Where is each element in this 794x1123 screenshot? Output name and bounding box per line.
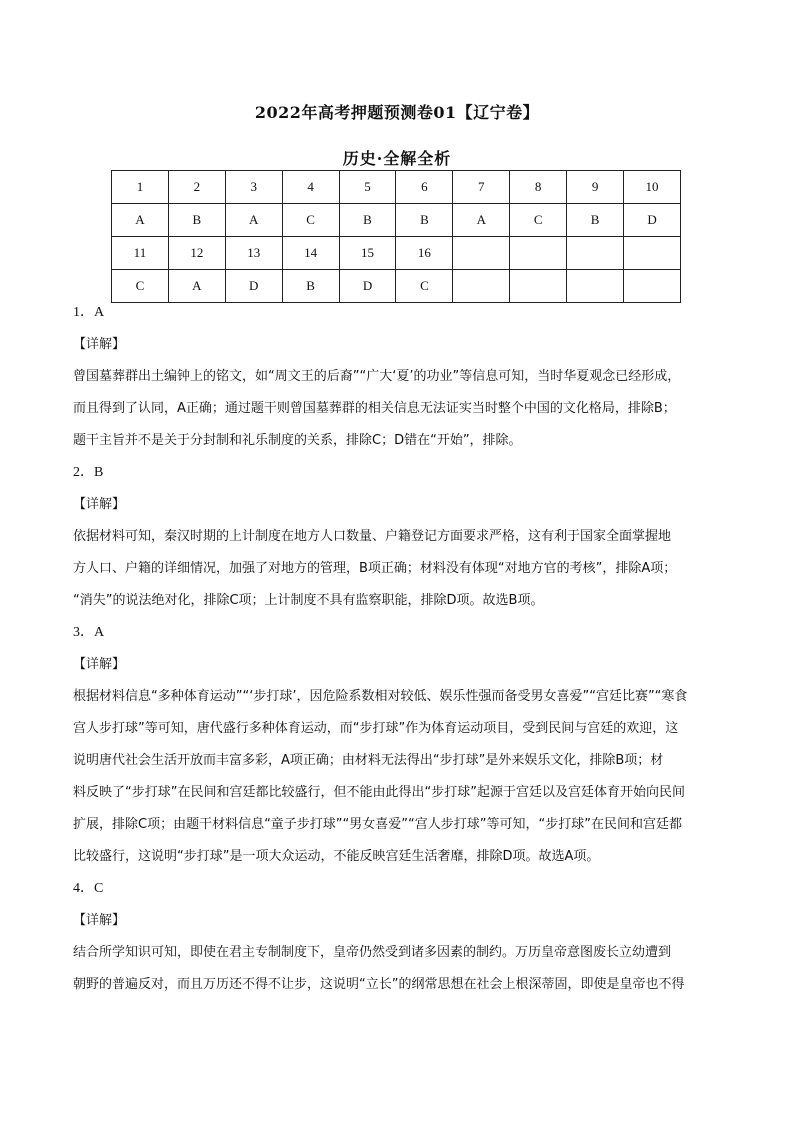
answer-cell: B xyxy=(282,270,339,303)
explanation-heading: 【详解】 xyxy=(73,657,126,672)
question-number-cell: 9 xyxy=(567,171,624,204)
answer-cell: D xyxy=(225,270,282,303)
answer-cell: D xyxy=(339,270,396,303)
answer-cell: B xyxy=(567,204,624,237)
question-number-cell: 16 xyxy=(396,237,453,270)
explanation-line: “消失”的说法绝对化，排除C项；上计制度不具有监察职能，排除D项。故选B项。 xyxy=(73,593,544,608)
question-number-cell: 8 xyxy=(510,171,567,204)
explanation-line: 题干主旨并不是关于分封制和礼乐制度的关系，排除C；D错在“开始”，排除。 xyxy=(73,433,522,448)
answer-cell: B xyxy=(396,204,453,237)
question-number-cell xyxy=(453,237,510,270)
question-number-cell: 10 xyxy=(624,171,681,204)
answer-table xyxy=(111,170,681,303)
explanation-line: 结合所学知识可知，即使在君主专制制度下，皇帝仍然受到诸多因素的制约。万历皇帝意图废长立幼遭到 xyxy=(73,945,672,960)
question-number-cell: 4 xyxy=(282,171,339,204)
question-number-cell: 11 xyxy=(112,237,169,270)
explanation-line: 依据材料可知，秦汉时期的上计制度在地方人口数量、户籍登记方面要求严格，这有利于国家全面掌握地 xyxy=(73,529,672,544)
explanation-line: 说明唐代社会生活开放而丰富多彩，A项正确；由材料无法得出“步打球”是外来娱乐文化，排除B项；材 xyxy=(73,753,664,768)
question-number-cell xyxy=(624,237,681,270)
question-answer-label: 1．A xyxy=(73,305,105,320)
question-number-cell: 14 xyxy=(282,237,339,270)
explanation-line: 扩展，排除C项；由题干材料信息“童子步打球”“男女喜爱”“宫人步打球”等可知，“步打球”在民间和宫廷都 xyxy=(73,817,682,832)
explanation-line: 料反映了“步打球”在民间和宫廷都比较盛行，但不能由此得出“步打球”起源于宫廷以及宫廷体育开始向民间 xyxy=(73,785,685,800)
answer-cell: B xyxy=(168,204,225,237)
question-answer-label: 2．B xyxy=(73,465,104,480)
question-number-cell: 6 xyxy=(396,171,453,204)
answer-cell: B xyxy=(339,204,396,237)
answer-number-row xyxy=(112,171,681,204)
question-number-cell: 2 xyxy=(168,171,225,204)
question-number-cell: 3 xyxy=(225,171,282,204)
answer-cell: C xyxy=(282,204,339,237)
question-number-cell xyxy=(567,237,624,270)
answer-cell: A xyxy=(225,204,282,237)
answer-cell: C xyxy=(510,204,567,237)
explanations xyxy=(73,297,723,1001)
explanation-line: 而且得到了认同，A正确；通过题干则曾国墓葬群的相关信息无法证实当时整个中国的文化格局，排除B； xyxy=(73,401,676,416)
answer-cell: A xyxy=(168,270,225,303)
answer-cell: D xyxy=(624,204,681,237)
answer-cell: A xyxy=(453,204,510,237)
answer-letter-row xyxy=(112,204,681,237)
question-number-cell: 7 xyxy=(453,171,510,204)
answer-cell: C xyxy=(396,270,453,303)
answer-cell: A xyxy=(112,204,169,237)
question-number-cell: 12 xyxy=(168,237,225,270)
explanation-line: 根据材料信息“多种体育运动”“‘步打球’，因危险系数相对较低、娱乐性强而备受男女喜爱”“宫廷比赛”“寒食 xyxy=(73,689,688,704)
question-number-cell: 15 xyxy=(339,237,396,270)
answer-cell: C xyxy=(112,270,169,303)
question-number-cell xyxy=(510,237,567,270)
explanation-line: 宫人步打球”等可知，唐代盛行多种体育运动，而“步打球”作为体育运动项目，受到民间与宫廷的欢迎，这 xyxy=(73,721,679,736)
question-answer-label: 4．C xyxy=(73,881,104,896)
answer-number-row xyxy=(112,237,681,270)
page-subtitle: 历史·全解全析 xyxy=(342,149,452,168)
explanation-line: 曾国墓葬群出土编钟上的铭文，如“周文王的后裔”“广大‘夏’的功业”等信息可知，当时华夏观念已经形成， xyxy=(73,369,681,384)
explanation-heading: 【详解】 xyxy=(73,497,126,512)
explanation-line: 朝野的普遍反对，而且万历还不得不让步，这说明“立长”的纲常思想在社会上根深蒂固，即使是皇帝也不得 xyxy=(73,977,685,992)
question-answer-label: 3．A xyxy=(73,625,105,640)
question-number-cell: 5 xyxy=(339,171,396,204)
explanation-heading: 【详解】 xyxy=(73,337,126,352)
explanation-line: 比较盛行，这说明“步打球”是一项大众运动，不能反映宫廷生活奢靡，排除D项。故选A项。 xyxy=(73,849,600,864)
page-title: 2022年高考押题预测卷01【辽宁卷】 xyxy=(254,103,540,122)
question-number-cell: 13 xyxy=(225,237,282,270)
explanation-line: 方人口、户籍的详细情况，加强了对地方的管理，B项正确；材料没有体现“对地方官的考核”，排除A项； xyxy=(73,561,677,576)
question-number-cell: 1 xyxy=(112,171,169,204)
explanation-heading: 【详解】 xyxy=(73,913,126,928)
